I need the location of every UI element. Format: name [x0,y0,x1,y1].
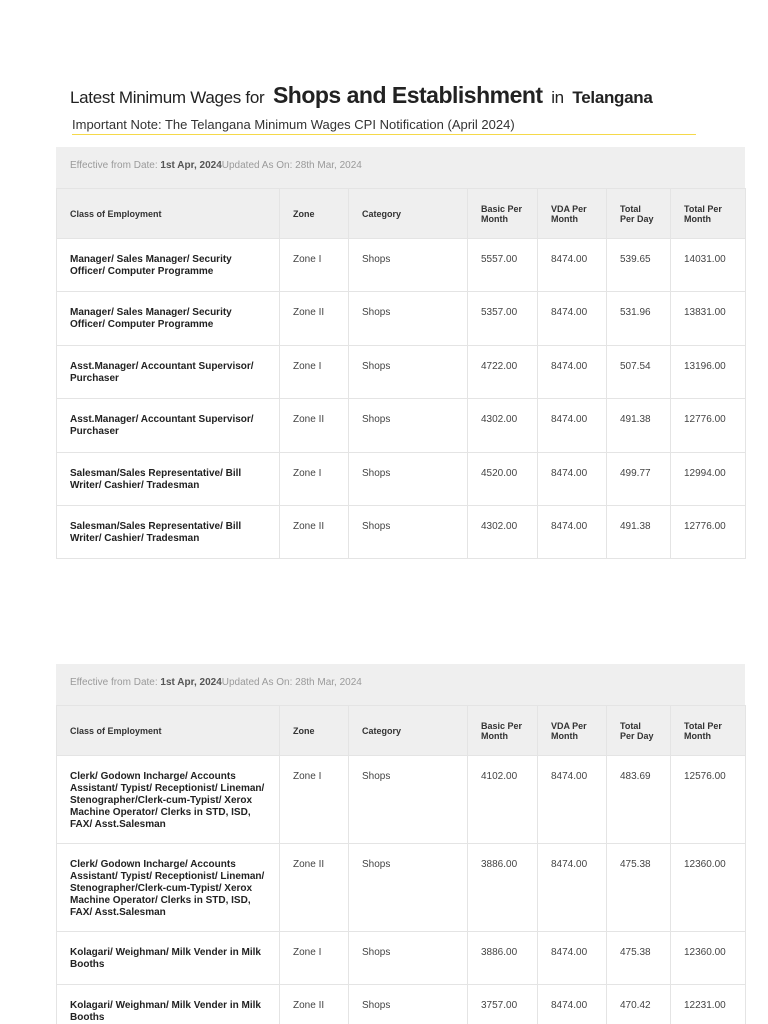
column-header-class: Class of Employment [57,706,280,756]
cell-basic: 3757.00 [468,985,538,1024]
cell-category: Shops [349,239,468,292]
cell-basic: 5557.00 [468,239,538,292]
cell-per-month: 12776.00 [671,505,746,558]
cell-per-month: 12994.00 [671,452,746,505]
effective-label: Effective from Date: [70,160,158,171]
table-row [57,505,746,558]
cell-category: Shops [349,399,468,452]
cell-class: Salesman/Sales Representative/ Bill Writer/ Cashier/ Tradesman [57,505,280,558]
cell-vda: 8474.00 [538,756,607,844]
wage-table [56,705,746,1024]
column-header-per-month: Total Per Month [671,706,746,756]
cell-class: Clerk/ Godown Incharge/ Accounts Assistant/ Typist/ Receptionist/ Lineman/ Stenographer/Clerk-cum-Typist/ Xerox Machine Operator/ Clerks in STD, ISD, FAX/ Asst.Salesman [57,844,280,932]
cell-per-day: 483.69 [607,756,671,844]
cell-basic: 4102.00 [468,756,538,844]
effective-bar [56,664,745,705]
table-row [57,345,746,398]
cell-zone: Zone I [280,452,349,505]
updated-text: Updated As On: 28th Mar, 2024 [221,677,362,688]
column-header-per-day: Total Per Day [607,706,671,756]
cell-category: Shops [349,756,468,844]
cell-zone: Zone I [280,239,349,292]
cell-per-month: 12231.00 [671,985,746,1024]
cell-per-day: 475.38 [607,844,671,932]
page-title [70,74,653,111]
cell-per-day: 475.38 [607,932,671,985]
cell-per-day: 499.77 [607,452,671,505]
cell-category: Shops [349,292,468,345]
cell-class: Asst.Manager/ Accountant Supervisor/ Purchaser [57,399,280,452]
cell-basic: 3886.00 [468,844,538,932]
column-header-per-month: Total Per Month [671,189,746,239]
effective-label: Effective from Date: [70,677,158,688]
cell-basic: 4520.00 [468,452,538,505]
column-header-per-day: Total Per Day [607,189,671,239]
table-row [57,239,746,292]
column-header-vda: VDA Per Month [538,706,607,756]
cell-category: Shops [349,452,468,505]
cell-category: Shops [349,844,468,932]
cell-per-day: 507.54 [607,345,671,398]
cell-per-day: 470.42 [607,985,671,1024]
cell-vda: 8474.00 [538,399,607,452]
table-row [57,932,746,985]
table-row [57,756,746,844]
cell-class: Kolagari/ Weighman/ Milk Vender in Milk Booths [57,932,280,985]
column-header-class: Class of Employment [57,189,280,239]
cell-zone: Zone I [280,345,349,398]
table-row [57,985,746,1024]
cell-class: Kolagari/ Weighman/ Milk Vender in Milk Booths [57,985,280,1024]
cell-vda: 8474.00 [538,452,607,505]
effective-bar [56,147,745,188]
cell-class: Manager/ Sales Manager/ Security Officer/ Computer Programme [57,292,280,345]
wage-table [56,188,746,559]
cell-vda: 8474.00 [538,505,607,558]
column-header-vda: VDA Per Month [538,189,607,239]
cell-vda: 8474.00 [538,985,607,1024]
cell-zone: Zone II [280,292,349,345]
cell-basic: 4302.00 [468,505,538,558]
cell-per-month: 13831.00 [671,292,746,345]
cell-vda: 8474.00 [538,292,607,345]
cell-vda: 8474.00 [538,345,607,398]
cell-category: Shops [349,932,468,985]
cell-category: Shops [349,345,468,398]
column-header-basic: Basic Per Month [468,189,538,239]
cell-zone: Zone II [280,399,349,452]
cell-basic: 5357.00 [468,292,538,345]
cell-class: Salesman/Sales Representative/ Bill Writer/ Cashier/ Tradesman [57,452,280,505]
cell-zone: Zone II [280,985,349,1024]
cell-zone: Zone II [280,844,349,932]
cell-category: Shops [349,985,468,1024]
cell-per-month: 12776.00 [671,399,746,452]
cell-per-day: 491.38 [607,399,671,452]
table-header-row [57,189,746,239]
cell-zone: Zone I [280,932,349,985]
effective-date: 1st Apr, 2024 [160,677,222,688]
column-header-category: Category [349,189,468,239]
cell-class: Clerk/ Godown Incharge/ Accounts Assistant/ Typist/ Receptionist/ Lineman/ Stenographer/Clerk-cum-Typist/ Xerox Machine Operator/ Clerks in STD, ISD, FAX/ Asst.Salesman [57,756,280,844]
wage-table-block-1 [56,147,745,559]
cell-basic: 4302.00 [468,399,538,452]
cell-class: Manager/ Sales Manager/ Security Officer/ Computer Programme [57,239,280,292]
title-state: Telangana [572,88,653,107]
column-header-zone: Zone [280,706,349,756]
cell-vda: 8474.00 [538,239,607,292]
table-row [57,292,746,345]
cell-per-month: 12360.00 [671,844,746,932]
cell-vda: 8474.00 [538,844,607,932]
title-in: in [551,88,564,107]
table-row [57,399,746,452]
cell-per-month: 12360.00 [671,932,746,985]
cell-basic: 4722.00 [468,345,538,398]
column-header-zone: Zone [280,189,349,239]
cell-per-month: 14031.00 [671,239,746,292]
cell-zone: Zone II [280,505,349,558]
table-row [57,452,746,505]
cell-category: Shops [349,505,468,558]
important-note: Important Note: The Telangana Minimum Wages CPI Notification (April 2024) [72,117,696,135]
cell-per-day: 531.96 [607,292,671,345]
cell-per-day: 539.65 [607,239,671,292]
cell-per-month: 12576.00 [671,756,746,844]
table-header-row [57,706,746,756]
title-main: Shops and Establishment [272,82,543,108]
column-header-basic: Basic Per Month [468,706,538,756]
cell-per-month: 13196.00 [671,345,746,398]
cell-class: Asst.Manager/ Accountant Supervisor/ Purchaser [57,345,280,398]
title-prefix: Latest Minimum Wages for [70,88,265,107]
column-header-category: Category [349,706,468,756]
wage-table-block-2 [56,664,745,1024]
cell-per-day: 491.38 [607,505,671,558]
updated-text: Updated As On: 28th Mar, 2024 [221,160,362,171]
cell-basic: 3886.00 [468,932,538,985]
cell-zone: Zone I [280,756,349,844]
table-row [57,844,746,932]
effective-date: 1st Apr, 2024 [160,160,222,171]
cell-vda: 8474.00 [538,932,607,985]
